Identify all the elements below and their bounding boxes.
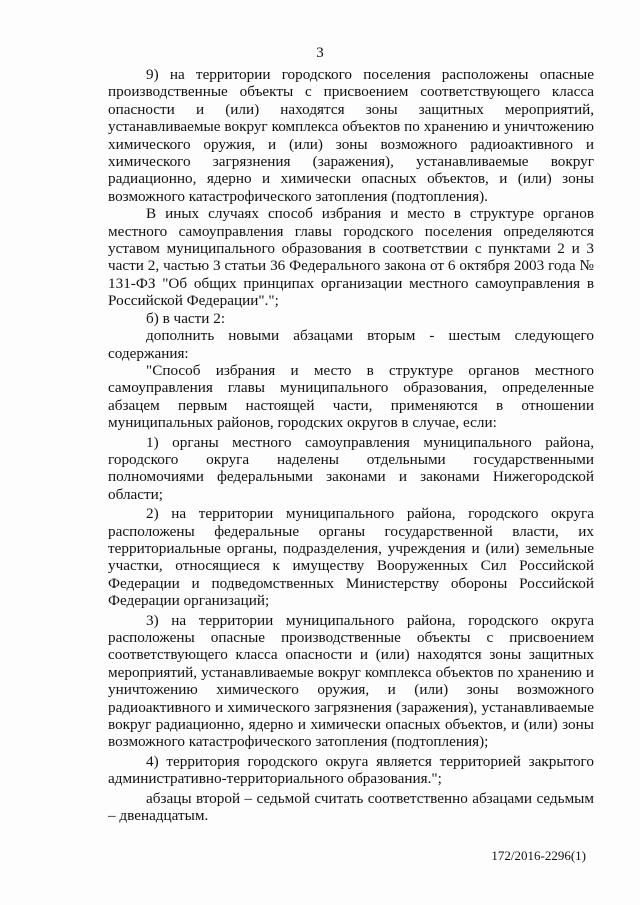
paragraph-item-2: 2) на территории муниципального района, городского округа расположены федеральные органы государственной власти, их территориальные органы, подразделения, учреждения и (или) земельные участки, относящиеся к имуществу Вооруженных Сил Российской Федерации и подведомственных Министерству обороны Российской Федерации организаций; xyxy=(108,505,594,610)
paragraph-item-9: 9) на территории городского поселения расположены опасные производственные объекты с присвоением соответствующего класса опасности и (или) находятся зоны защитных мероприятий, устанавливаемые вокруг комплекса объектов по хранению и уничтожению химического оружия, и (или) зоны возможного радиоактивного и химического загрязнения (заражения), устанавливаемые вокруг радиационно, ядерно и химически опасных объектов, и (или) зоны возможного катастрофического затопления (подтопления). xyxy=(108,66,594,205)
paragraph-subsection-b: б) в части 2: xyxy=(146,309,226,327)
paragraph-amend-instruction: дополнить новыми абзацами вторым - шестым следующего содержания: xyxy=(108,327,594,362)
paragraph-renumbering: абзацы второй – седьмой считать соответственно абзацами седьмым – двенадцатым. xyxy=(108,789,594,825)
paragraph-item-3: 3) на территории муниципального района, городского округа расположены опасные производственные объекты с присвоением соответствующего класса опасности и (или) находятся зоны защитных мероприятий, устанавливаемые вокруг комплекса объектов по хранению и уничтожению химического оружия, и (или) зоны возможного радиоактивного и химического загрязнения (заражения), устанавливаемые вокруг радиационно, ядерно и химически опасных объектов, и (или) зоны возможного катастрофического затопления (подтопления); xyxy=(108,611,594,751)
page-number: 3 xyxy=(316,45,324,61)
paragraph-item-4: 4) территория городского округа является территорией закрытого административно-территориального образования."; xyxy=(108,752,594,788)
paragraph-quoted-intro: "Способ избрания и место в структуре органов местного самоуправления главы муниципального образования, определенные абзацем первым настоящей части, применяются в отношении муниципальных районов, городских округов в случае, если: xyxy=(108,361,594,432)
paragraph-other-cases: В иных случаях способ избрания и место в структуре органов местного самоуправления главы городского поселения определяются уставом муниципального образования в соответствии с пунктами 2 и 3 части 2, частью 3 статьи 36 Федерального закона от 6 октября 2003 года № 131-ФЗ "Об общих принципах организации местного самоуправления в Российской Федерации"."; xyxy=(108,205,594,310)
paragraph-item-1: 1) органы местного самоуправления муниципального района, городского округа наделены отдельными государственными полномочиями федеральными законами и законами Нижегородской области; xyxy=(108,433,594,503)
document-code: 172/2016-2296(1) xyxy=(491,848,586,863)
document-body xyxy=(108,66,594,824)
